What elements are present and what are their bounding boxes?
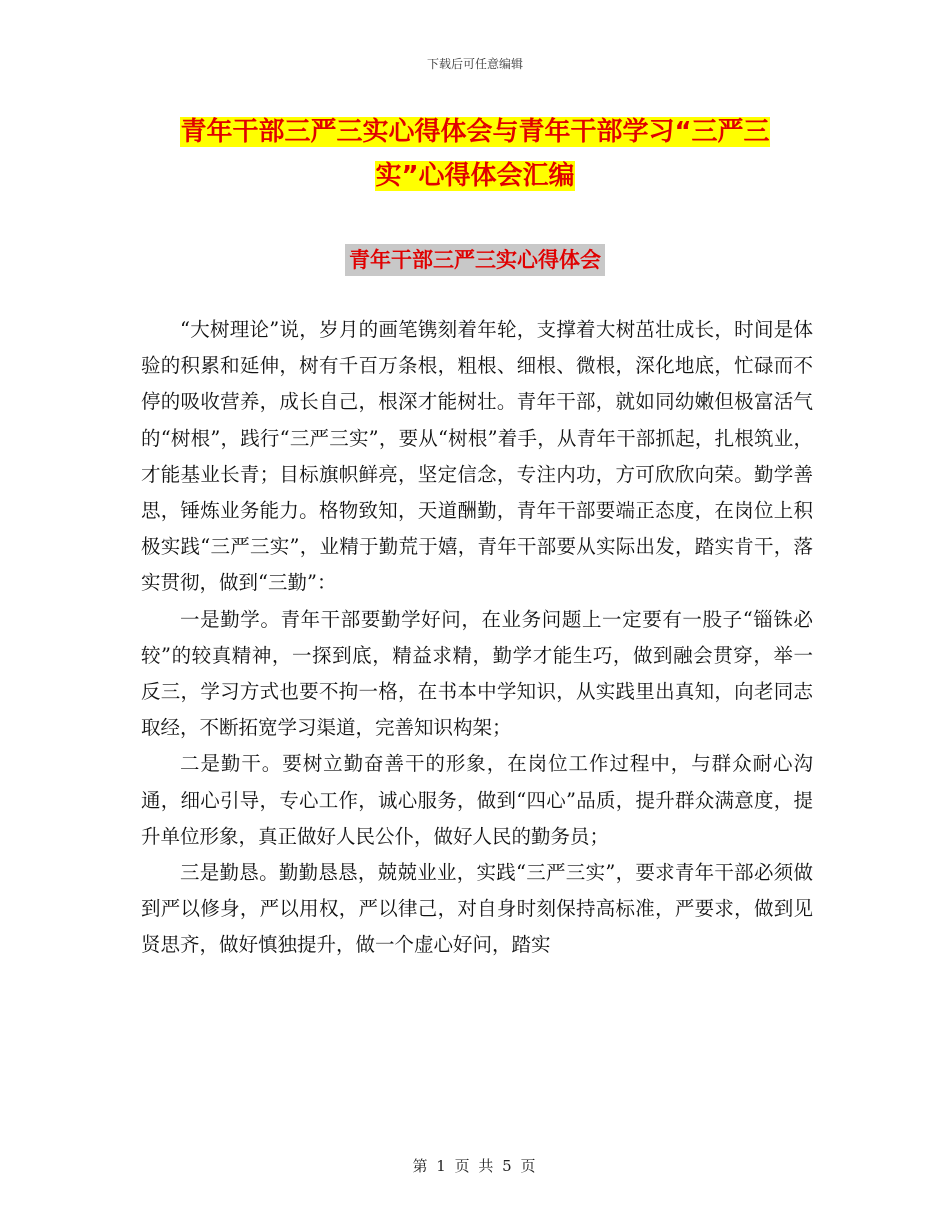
paragraph: 三是勤恳。勤勤恳恳，兢兢业业，实践“三严三实”，要求青年干部必须做到严以修身，严以用权，严以律己，对自身时刻保持高标准，严要求，做到见贤思齐，做好慎独提升，做一个虚心好问，踏实 (141, 861, 813, 957)
paragraph: “大树理论”说，岁月的画笔镌刻着年轮，支撑着大树茁壮成长，时间是体验的积累和延伸，树有千百万条根，粗根、细根、微根，深化地底，忙碌而不停的吸收营养，成长自己，根深才能树壮。青年干部，就如同幼嫩但极富活气的“树根”，践行“三严三实”，要从“树根”着手，从青年干部抓起，扎根筑业，才能基业长青；目标旗帜鲜亮，坚定信念，专注内功，方可欣欣向荣。勤学善思，锤炼业务能力。格物致知，天道酬勤，青年干部要端正态度，在岗位上积极实践“三严三实”，业精于勤荒于嬉，青年干部要从实际出发，踏实肯干，落实贯彻，做到“三勤”： (141, 318, 813, 595)
page-footer: 第 1 页 共 5 页 (412, 1157, 538, 1175)
document-title (140, 110, 810, 198)
title-line-2: 实”心得体会汇编 (375, 161, 575, 191)
paragraph: 二是勤干。要树立勤奋善干的形象，在岗位工作过程中，与群众耐心沟通，细心引导，专心工作，诚心服务，做到“四心”品质，提升群众满意度，提升单位形象，真正做好人民公仆，做好人民的勤务员； (141, 752, 813, 848)
header-note: 下载后可任意编辑 (426, 57, 523, 71)
document-body (141, 312, 813, 964)
paragraph: 一是勤学。青年干部要勤学好问，在业务问题上一定要有一股子“锱铢必较”的较真精神，一探到底，精益求精，勤学才能生巧，做到融会贯穿，举一反三，学习方式也要不拘一格，在书本中学知识，从实践里出真知，向老同志取经，不断拓宽学习渠道，完善知识构架； (141, 607, 813, 740)
section-title: 青年干部三严三实心得体会 (345, 244, 605, 276)
title-line-1: 青年干部三严三实心得体会与青年干部学习“三严三 (180, 117, 770, 147)
section-title-wrap (0, 244, 950, 276)
